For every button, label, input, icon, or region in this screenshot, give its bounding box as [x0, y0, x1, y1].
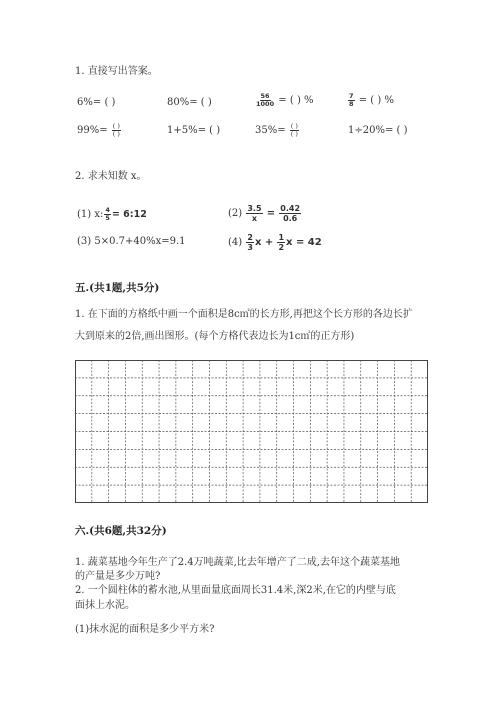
grid-paper[interactable] — [75, 360, 428, 503]
item-label: (3) — [77, 236, 92, 247]
q2-item-1 — [77, 207, 147, 222]
q2-heading: 2. 求未知数 x。 — [75, 171, 147, 182]
section-5-line-1: 1. 在下面的方格纸中画一个面积是8c㎡的长方形,再把这个长方形的各边长扩 — [75, 309, 413, 320]
numerator: 56 — [260, 92, 270, 100]
answer-blank[interactable]: ( ) — [209, 125, 221, 136]
percent: % — [384, 95, 394, 106]
numerator-blank[interactable]: ( ) — [290, 122, 298, 130]
expr: 80%= — [167, 97, 198, 108]
denominator: 3 — [247, 243, 253, 252]
problem-2-line-1: 2. 一个圆柱体的蓄水池,从里面量底面周长31.4米,深2米,在它的内壁与底 — [75, 585, 396, 596]
denominator: 0.6 — [283, 214, 298, 223]
equation: 5×0.7+40%x=9.1 — [94, 236, 186, 247]
fraction — [256, 93, 274, 108]
answer-fraction[interactable] — [290, 123, 299, 138]
denominator-blank[interactable]: ( ) — [290, 130, 298, 138]
denominator: 1000 — [256, 100, 275, 108]
expr: 35%= — [255, 125, 286, 136]
item-label: (1) — [77, 209, 92, 220]
expr-mid: x + — [254, 237, 274, 248]
q2-item-2 — [228, 204, 302, 223]
item-label: (4) — [228, 237, 243, 248]
q1-item-1 — [77, 97, 115, 108]
fraction-a — [246, 233, 254, 252]
equals: = — [358, 95, 368, 106]
answer-blank[interactable]: ( ) — [370, 95, 382, 106]
problem-2-subquestion-1: (1)抹水泥的面积是多少平方米? — [75, 624, 215, 635]
denominator-blank[interactable]: ( ) — [112, 130, 120, 138]
denominator: 5 — [105, 214, 110, 222]
fraction — [104, 207, 111, 222]
denominator: x — [251, 214, 258, 223]
q1-item-8 — [348, 125, 408, 136]
expr-post: x = 42 — [286, 237, 322, 248]
numerator-blank[interactable]: ( ) — [112, 122, 120, 130]
numerator: 7 — [349, 92, 354, 100]
answer-blank[interactable]: ( ) — [104, 97, 116, 108]
denominator: 8 — [349, 100, 354, 108]
expr-pre: x: — [94, 209, 104, 220]
q1-item-3 — [255, 93, 314, 108]
numerator: 1 — [278, 233, 285, 242]
answer-blank[interactable]: ( ) — [289, 95, 301, 106]
q1-item-4 — [347, 93, 394, 108]
answer-blank[interactable]: ( ) — [396, 125, 408, 136]
denominator: 2 — [278, 243, 285, 252]
q2-item-4 — [228, 233, 322, 252]
percent: % — [304, 95, 314, 106]
expr: 99%= — [77, 125, 108, 136]
q1-heading: 1. 直接写出答案。 — [75, 66, 158, 77]
q2-item-3 — [77, 236, 186, 247]
fraction-left — [246, 204, 262, 223]
q1-item-6 — [167, 125, 220, 136]
numerator: 2 — [247, 233, 253, 242]
fraction — [348, 93, 355, 108]
problem-1-line-1: 1. 蔬菜基地今年生产了2.4万吨蔬菜,比去年增产了二成,去年这个蔬菜基地 — [75, 557, 400, 568]
expr-post: = 6:12 — [111, 209, 147, 220]
q1-item-2 — [167, 97, 212, 108]
section-5-line-2: 大到原来的2倍,画出图形。(每个方格代表边长为1c㎡的正方形) — [75, 331, 355, 342]
numerator: 3.5 — [247, 204, 262, 213]
expr: 6%= — [77, 97, 102, 108]
expr: 1÷20%= — [348, 125, 394, 136]
expr: 1+5%= — [167, 125, 206, 136]
answer-fraction[interactable] — [112, 123, 121, 138]
fraction-right — [279, 204, 301, 223]
equals: = — [266, 208, 276, 219]
item-label: (2) — [228, 208, 243, 219]
equals: = — [278, 95, 287, 106]
q1-item-5 — [77, 123, 122, 138]
section-6-title: 六.(共6题,共32分) — [75, 525, 167, 537]
fraction-b — [277, 233, 285, 252]
numerator: 4 — [105, 206, 110, 214]
q1-item-7 — [255, 123, 300, 138]
problem-1-line-2: 的产量是多少万吨? — [75, 571, 161, 582]
numerator: 0.42 — [280, 204, 301, 213]
section-5-title: 五.(共1题,共5分) — [75, 282, 160, 294]
problem-2-line-2: 面抹上水泥。 — [75, 600, 135, 611]
answer-blank[interactable]: ( ) — [200, 97, 212, 108]
